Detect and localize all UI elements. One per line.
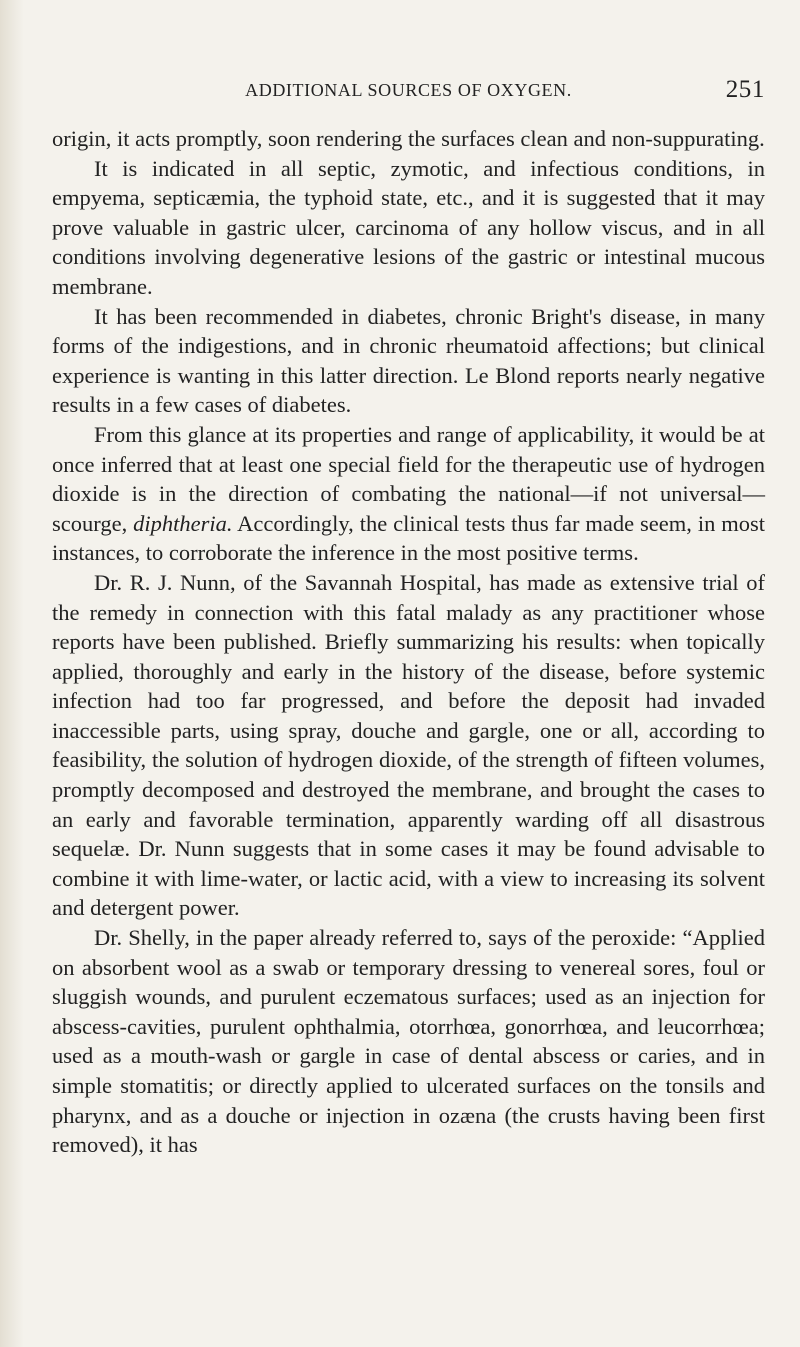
body-text (52, 124, 765, 1160)
paragraph-continued: origin, it acts promptly, soon rendering the surfaces clean and non-suppurating. (52, 126, 765, 151)
paragraph-diphtheria (52, 420, 765, 568)
paragraph-dr-nunn: Dr. R. J. Nunn, of the Savannah Hospital, has made as extensive trial of the remedy in connection with this fatal malady as any practitioner whose reports have been published. Briefly summarizing his results: when topically applied, thoroughly and early in the history of the disease, before systemic infection had too far progressed, and before the deposit had invaded inaccessible parts, using spray, douche and gargle, one or all, according to feasibility, the solution of hydrogen dioxide, of the strength of fifteen volumes, promptly decomposed and destroyed the membrane, and brought the cases to an early and favorable termination, apparently warding off all disastrous sequelæ. Dr. Nunn suggests that in some cases it may be found advisable to combine it with lime-water, or lactic acid, with a view to increasing its solvent and detergent power. (52, 569, 765, 921)
paragraph-dr-shelly: Dr. Shelly, in the paper already referred to, says of the peroxide: “Applied on absorbent wool as a swab or temporary dressing to venereal sores, foul or sluggish wounds, and purulent eczematous surfaces; used as an injection for abscess-cavities, purulent ophthalmia, otorrhœa, gonorrhœa, and leucorrhœa; used as a mouth-wash or gargle in case of dental abscess or caries, and in simple stomatitis; or directly applied to ulcerated surfaces on the tonsils and pharynx, and as a douche or injection in ozæna (the crusts having been first removed), it has (52, 925, 765, 1158)
running-title: ADDITIONAL SOURCES OF OXYGEN. (245, 80, 572, 100)
page-binding-edge (0, 0, 24, 1347)
book-page (52, 68, 765, 1160)
paragraph-diphtheria-text: From this glance at its properties and range of applicability, it would be at once inferred that at least one special field for the therapeutic use of hydrogen dioxide is in the direction of combating the national—if not universal—scourge, (52, 421, 765, 536)
paragraph-diabetes: It has been recommended in diabetes, chronic Bright's disease, in many forms of the indigestions, and in chronic rheumatoid affections; but clinical experience is wanting in this latter direction. Le Blond reports nearly negative results in a few cases of diabetes. (52, 303, 765, 418)
paragraph-diphtheria-text-after: Accordingly, the clinical tests thus far made seem, in most instances, to corroborate the inference in the most positive terms. (52, 510, 765, 566)
italic-term-diphtheria: diphtheria. (133, 510, 233, 536)
page-header (52, 68, 765, 112)
paragraph-indications: It is indicated in all septic, zymotic, and infectious conditions, in empyema, septicæmia, the typhoid state, etc., and it is suggested that it may prove valuable in gastric ulcer, carcinoma of any hollow viscus, and in all conditions involving degenerative lesions of the gastric or intestinal mucous membrane. (52, 155, 765, 299)
page-number: 251 (725, 76, 765, 103)
